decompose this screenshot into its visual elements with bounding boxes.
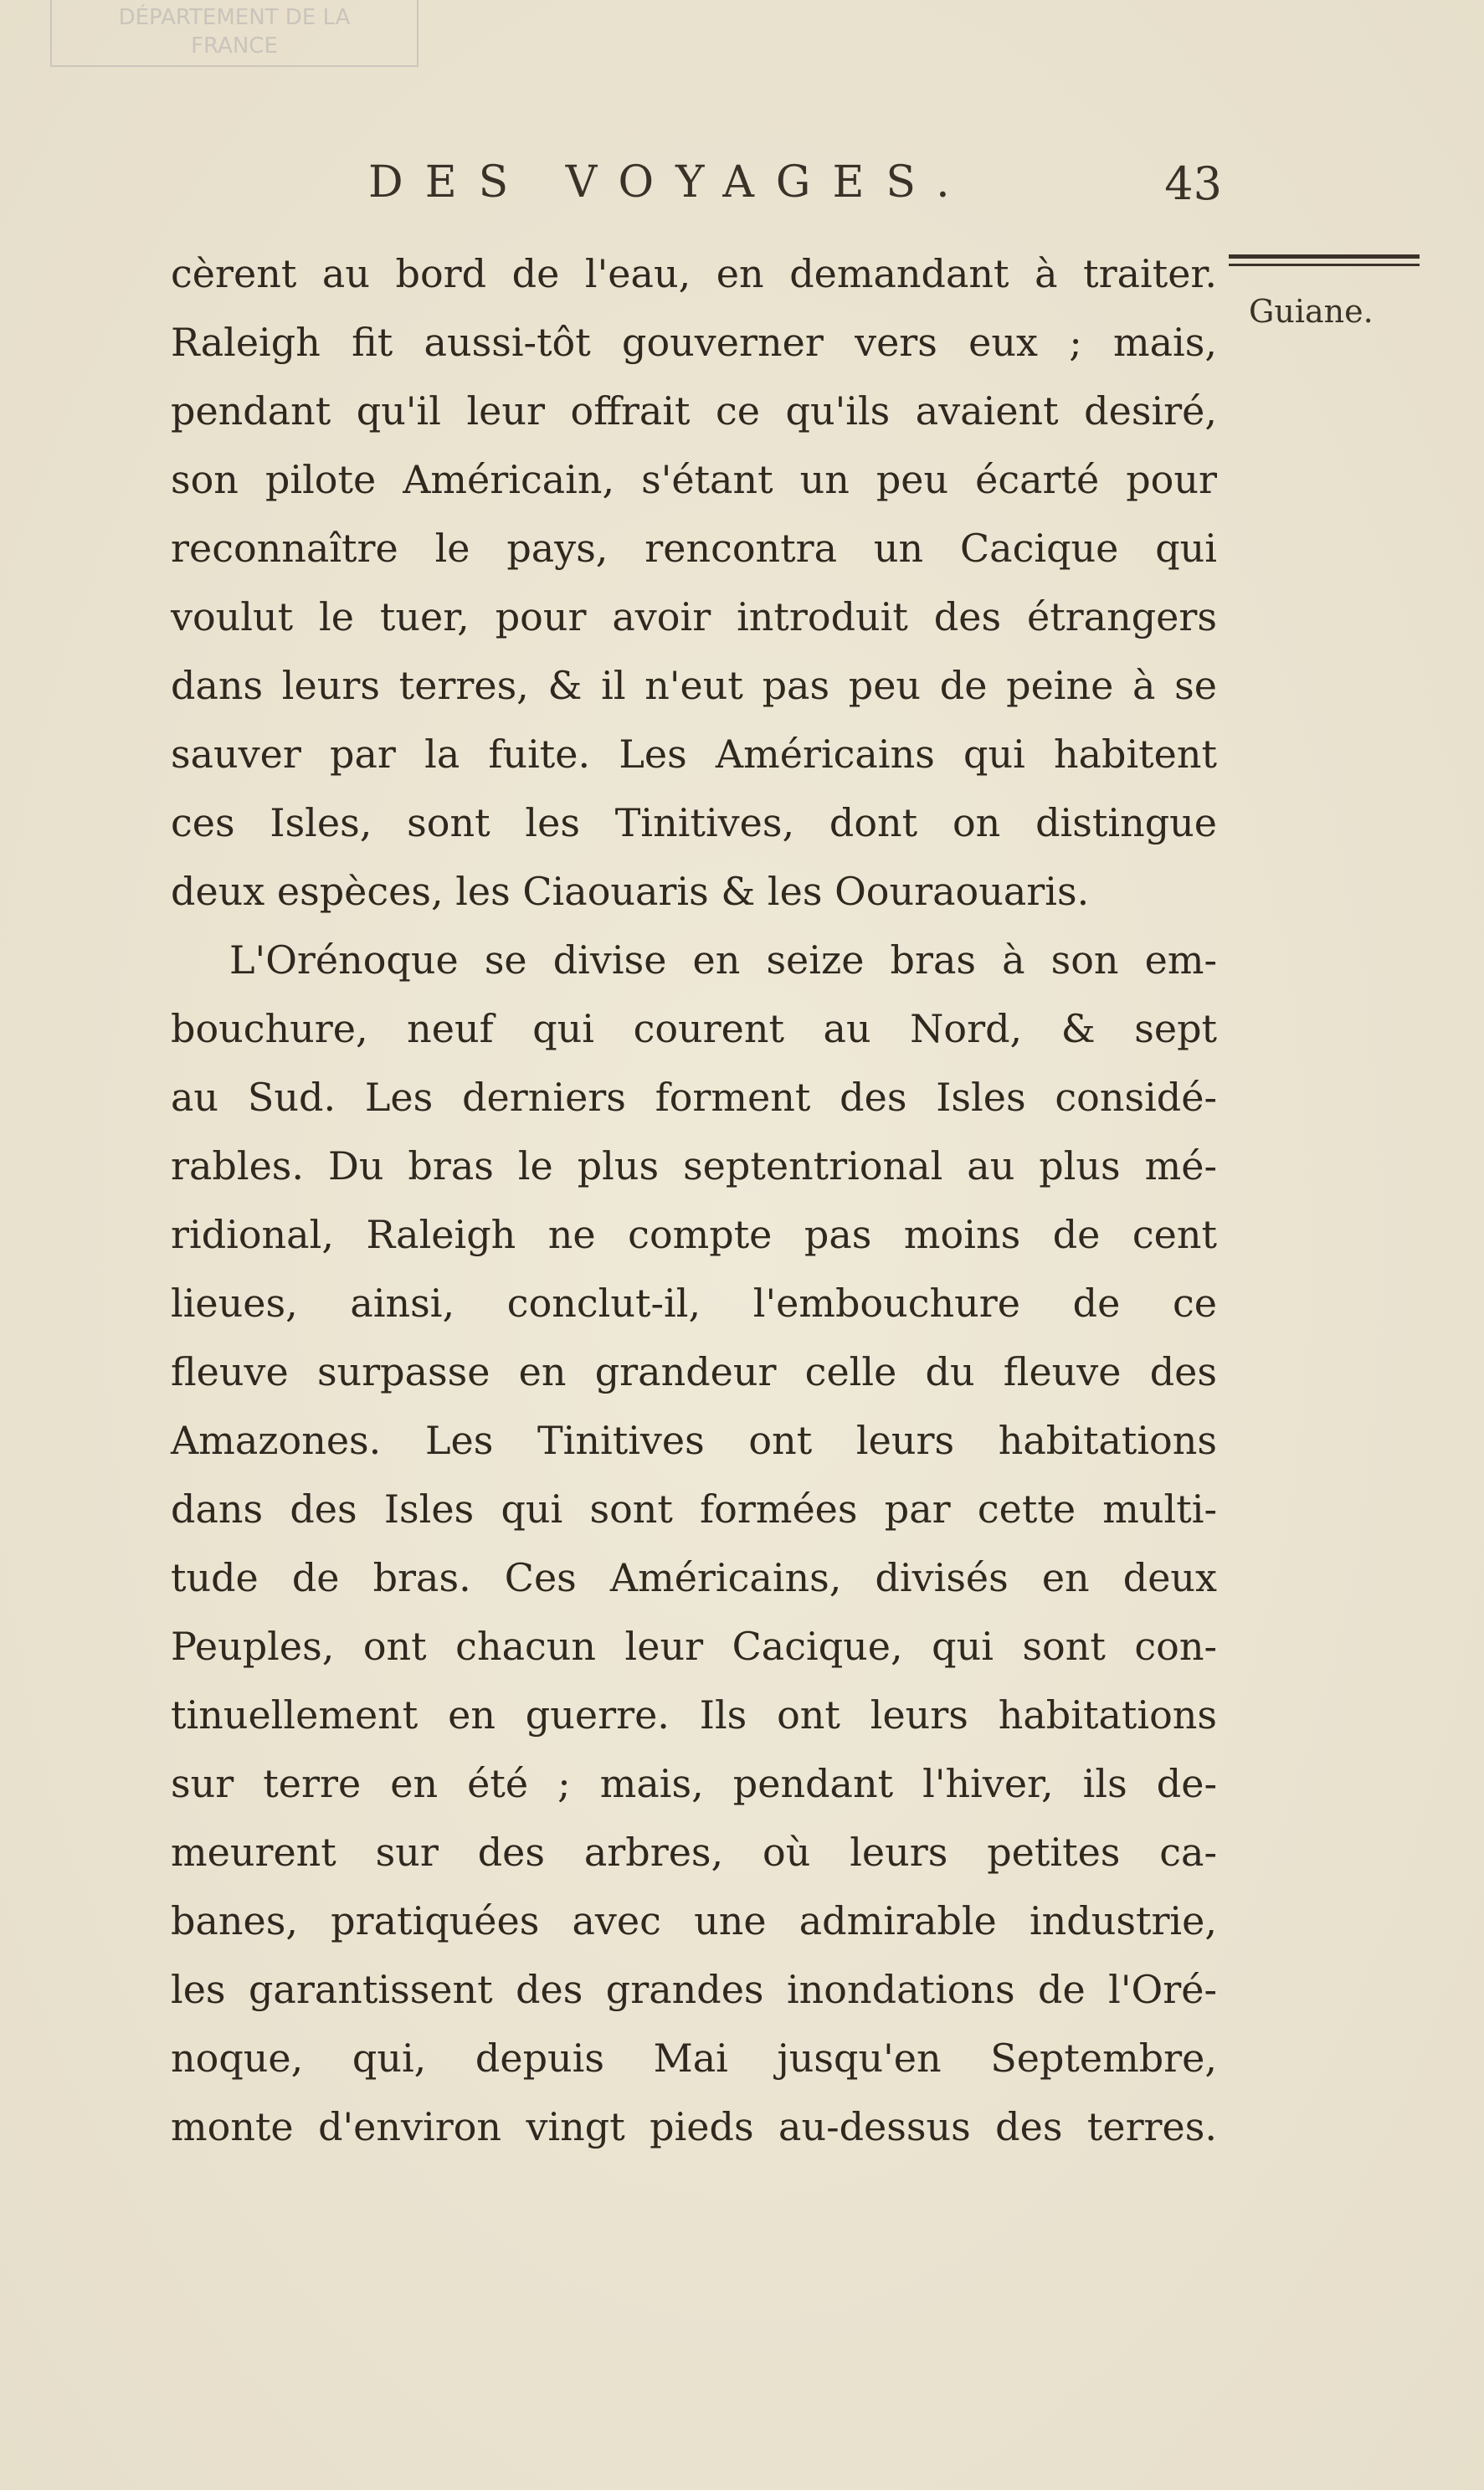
text-line: pendant qu'il leur offrait ce qu'ils avaient desiré, [171, 388, 1217, 434]
running-title: DES VOYAGES. [368, 157, 972, 208]
text-line: son pilote Américain, s'étant un peu écarté pour [171, 457, 1217, 502]
page-header [167, 157, 1222, 224]
text-line: cèrent au bord de l'eau, en demandant à traiter. [171, 251, 1217, 296]
margin-note: Guiane. [1249, 293, 1374, 330]
text-line: noque, qui, depuis Mai jusqu'en Septembre, [171, 2036, 1217, 2081]
text-line: Amazones. Les Tinitives ont leurs habitations [171, 1418, 1217, 1463]
text-line: au Sud. Les derniers forment des Isles considé- [171, 1075, 1217, 1120]
text-line: rables. Du bras le plus septentrional au plus mé- [171, 1143, 1217, 1189]
text-line: tude de bras. Ces Américains, divisés en deux [171, 1555, 1217, 1600]
text-line: tinuellement en guerre. Ils ont leurs habitations [171, 1692, 1217, 1738]
text-line: lieues, ainsi, conclut-il, l'embouchure de ce [171, 1281, 1217, 1326]
text-line: fleuve surpasse en grandeur celle du fleuve des [171, 1349, 1217, 1394]
text-line: ridional, Raleigh ne compte pas moins de cent [171, 1212, 1217, 1257]
text-line: ces Isles, sont les Tinitives, dont on distingue [171, 800, 1217, 845]
text-line: bouchure, neuf qui courent au Nord, & sept [171, 1006, 1217, 1051]
text-line: meurent sur des arbres, où leurs petites ca- [171, 1830, 1217, 1875]
stamp-line-2: FRANCE [191, 33, 278, 59]
text-line: monte d'environ vingt pieds au-dessus des terres. [171, 2104, 1217, 2149]
text-line: voulut le tuer, pour avoir introduit des étrangers [171, 594, 1217, 639]
text-line: Raleigh fit aussi-tôt gouverner vers eux ; mais, [171, 320, 1217, 365]
text-line: Peuples, ont chacun leur Cacique, qui sont con- [171, 1624, 1217, 1669]
stamp-line-1: DÉPARTEMENT DE LA [118, 5, 351, 30]
text-line: reconnaître le pays, rencontra un Cacique qui [171, 526, 1217, 571]
text-line: L'Orénoque se divise en seize bras à son em- [229, 937, 1217, 983]
text-line: dans des Isles qui sont formées par cette multi- [171, 1486, 1217, 1532]
text-line: banes, pratiquées avec une admirable industrie, [171, 1898, 1217, 1943]
text-line: sur terre en été ; mais, pendant l'hiver, ils de- [171, 1761, 1217, 1806]
text-line: les garantissent des grandes inondations de l'Oré- [171, 1967, 1217, 2012]
library-stamp [50, 0, 418, 67]
margin-rule [1229, 254, 1420, 266]
text-line: deux espèces, les Ciaouaris & les Oouraouaris. [171, 869, 1090, 914]
text-line: dans leurs terres, & il n'eut pas peu de peine à se [171, 663, 1217, 708]
page-number: 43 [1164, 157, 1222, 210]
text-line: sauver par la fuite. Les Américains qui habitent [171, 732, 1217, 777]
body-text [171, 239, 1217, 2161]
